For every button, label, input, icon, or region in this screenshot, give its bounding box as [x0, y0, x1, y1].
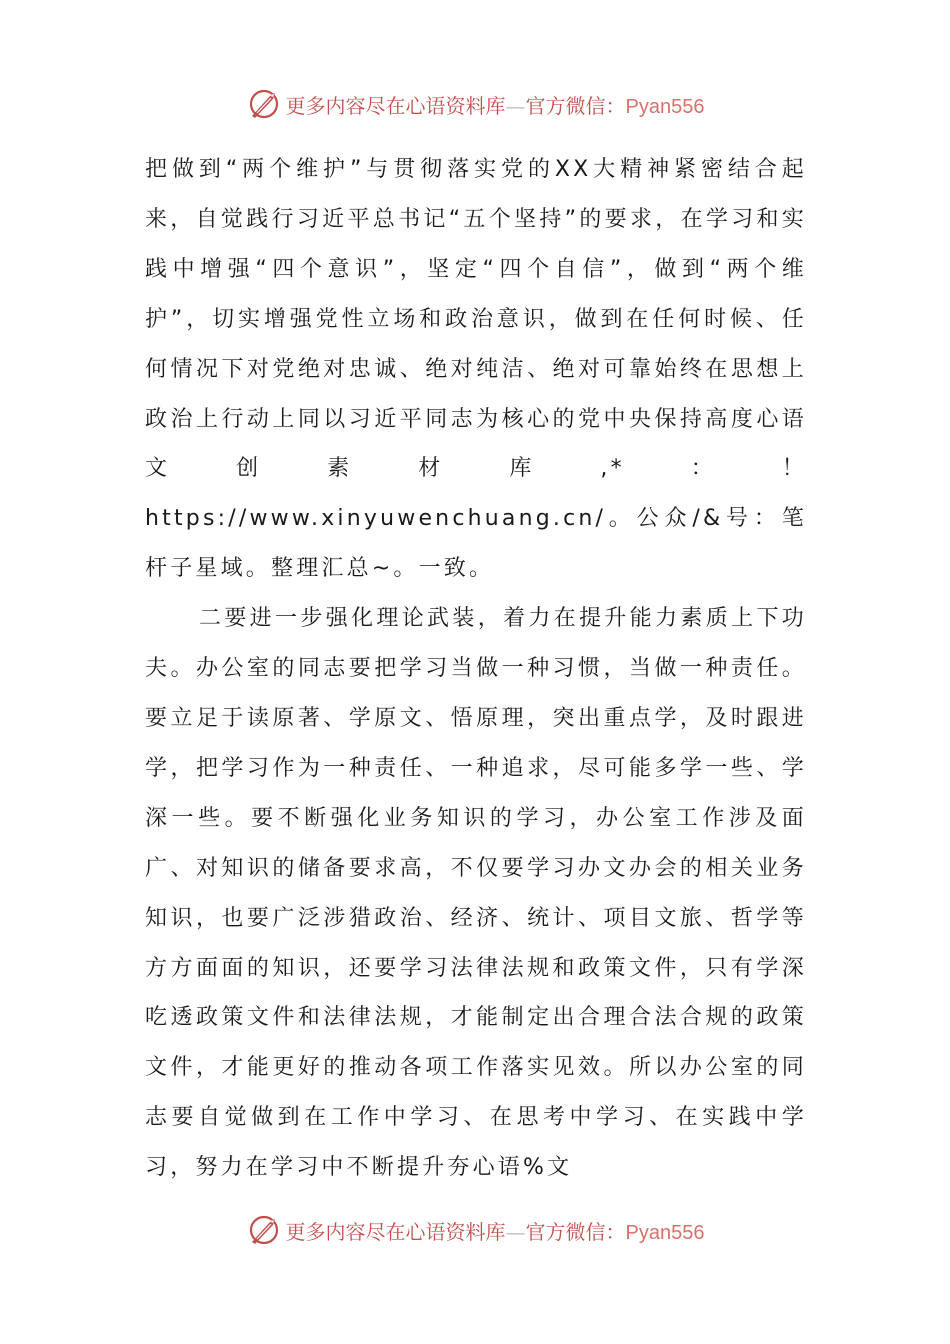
watermark-wechat-id: Pyan556 [625, 95, 705, 118]
watermark-text [286, 1216, 705, 1245]
header-watermark-content [246, 86, 705, 122]
pen-nib-logo-icon [246, 86, 282, 122]
pen-nib-logo-icon [246, 1212, 282, 1248]
paragraph-1: 把做到“两个维护”与贯彻落实党的XX大精神紧密结合起来，自觉践行习近平总书记“五个坚持”的要求，在学习和实践中增强“四个意识”，坚定“四个自信”，做到“两个维护”，切实增强党性立场和政治意识，做到在任何时候、任何情况下对党绝对忠诚、绝对纯洁、绝对可靠始终在思想上政治上行动上同以习近平同志为核心的党中央保持高度心语文创素材库,*：！https://www.xinyuwenchuang.cn/。公众/&号：笔杆子星域。整理汇总~。一致。 [145, 157, 807, 582]
footer-watermark-content [246, 1212, 705, 1248]
header-watermark [0, 84, 950, 124]
watermark-separator: — [505, 1219, 526, 1244]
watermark-wechat-label: 官方微信： [525, 93, 626, 118]
watermark-wechat-id: Pyan556 [625, 1221, 705, 1244]
paragraph-2: 二要进一步强化理论武装，着力在提升能力素质上下功夫。办公室的同志要把学习当做一种习惯，当做一种责任。要立足于读原著、学原文、悟原理，突出重点学，及时跟进学，把学习作为一种责任、一种追求，尽可能多学一些、学深一些。要不断强化业务知识的学习，办公室工作涉及面广、对知识的储备要求高，不仅要学习办文办会的相关业务知识，也要广泛涉猎政治、经济、统计、项目文旅、哲学等方方面面的知识，还要学习法律法规和政策文件，只有学深吃透政策文件和法律法规，才能制定出合理合法合规的政策文件，才能更好的推动各项工作落实见效。所以办公室的同志要自觉做到在工作中学习、在思考中学习、在实践中学习，努力在学习中不断提升夯心语%文 [145, 606, 807, 1181]
watermark-text [286, 90, 705, 119]
watermark-wechat-label: 官方微信： [525, 1219, 626, 1244]
watermark-site-text: 更多内容尽在心语资料库 [285, 93, 506, 118]
document-body [145, 145, 807, 1195]
footer-watermark [0, 1210, 950, 1250]
watermark-separator: — [505, 93, 526, 118]
watermark-site-text: 更多内容尽在心语资料库 [285, 1219, 506, 1244]
